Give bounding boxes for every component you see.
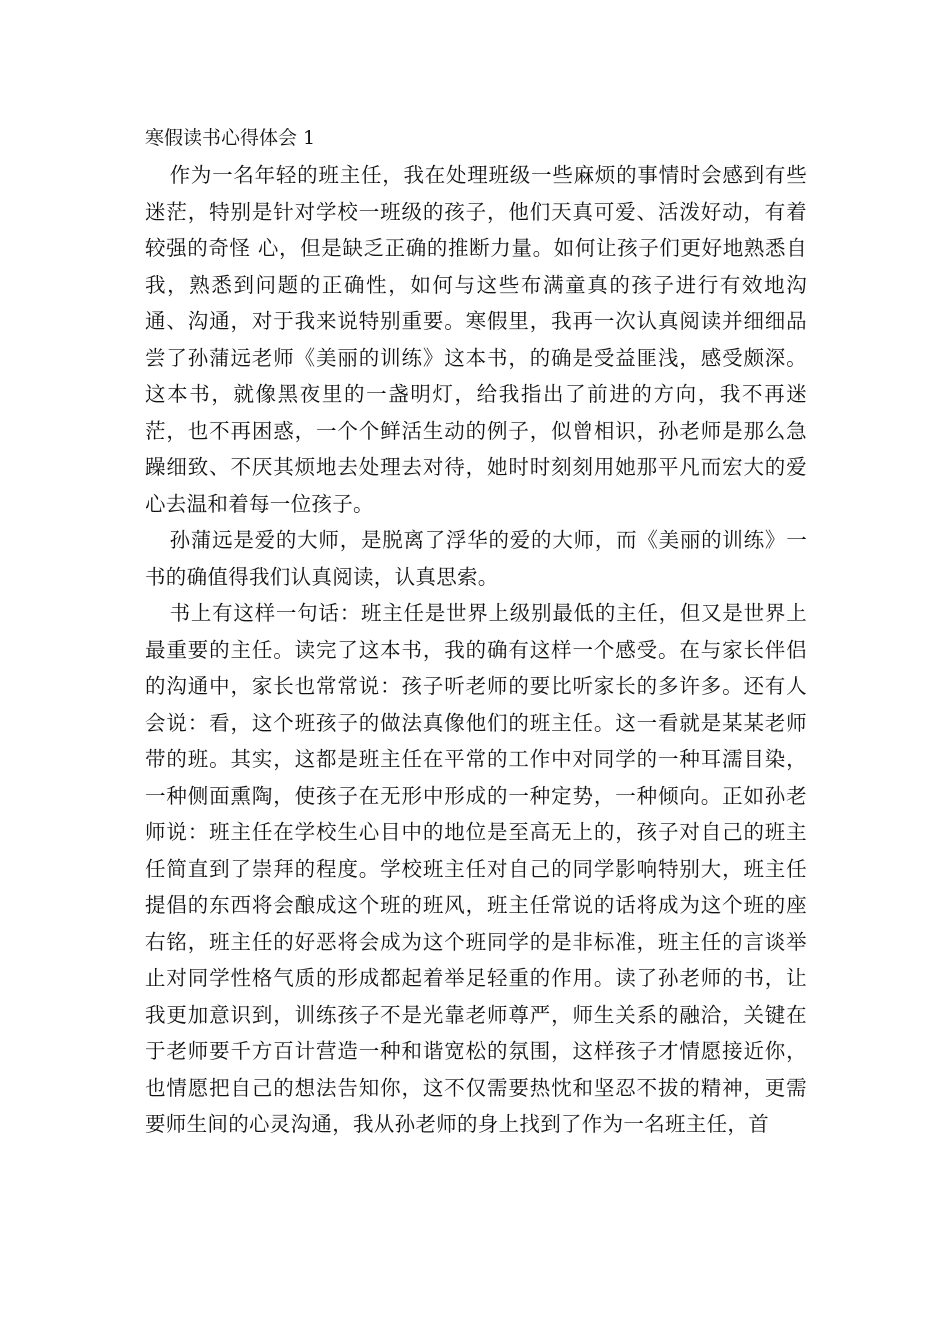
paragraph-3: 书上有这样一句话：班主任是世界上级别最低的主任，但又是世界上最重要的主任。读完了这本书，我的确有这样一个感受。在与家长伴侣的沟通中，家长也常常说：孩子听老师的要比听家长的多许多。还有人会说：看，这个班孩子的做法真像他们的班主任。这一看就是某某老师带的班。其实，这都是班主任在平常的工作中对同学的一种耳濡目染，一种侧面熏陶，使孩子在无形中形成的一种定势，一种倾向。正如孙老师说：班主任在学校生心目中的地位是至高无上的，孩子对自己的班主任简直到了崇拜的程度。学校班主任对自己的同学影响特别大，班主任提倡的东西将会酿成这个班的班风，班主任常说的话将成为这个班的座右铭，班主任的好恶将会成为这个班同学的是非标准，班主任的言谈举止对同学性格气质的形成都起着举足轻重的作用。读了孙老师的书，让我更加意识到，训练孩子不是光靠老师尊严，师生关系的融洽，关键在于老师要千方百计营造一种和谐宽松的氛围，这样孩子才情愿接近你，也情愿把自己的想法告知你，这不仅需要热忱和坚忍不拔的精神，更需要师生间的心灵沟通，我从孙老师的身上找到了作为一名班主任，首 <box>145 601 807 1136</box>
paragraph-2: 孙蒲远是爱的大师，是脱离了浮华的爱的大师，而《美丽的训练》一书的确值得我们认真阅读，认真思索。 <box>145 528 807 589</box>
document-title: 寒假读书心得体会 1 <box>145 127 316 149</box>
document-body <box>145 123 807 1143</box>
paragraph-1: 作为一名年轻的班主任，我在处理班级一些麻烦的事情时会感到有些迷茫，特别是针对学校一班级的孩子，他们天真可爱、活泼好动，有着较强的奇怪 心，但是缺乏正确的推断力量。如何让孩子们更好地熟悉自我，熟悉到问题的正确性，如何与这些布满童真的孩子进行有效地沟通、沟通，对于我来说特别重要。寒假里，我再一次认真阅读并细细品尝了孙蒲远老师《美丽的训练》这本书，的确是受益匪浅，感受颇深。这本书，就像黑夜里的一盏明灯，给我指出了前进的方向，我不再迷茫，也不再困惑，一个个鲜活生动的例子，似曾相识，孙老师是那么急躁细致、不厌其烦地去处理去对待，她时时刻刻用她那平凡而宏大的爱心去温和着每一位孩子。 <box>145 163 807 516</box>
